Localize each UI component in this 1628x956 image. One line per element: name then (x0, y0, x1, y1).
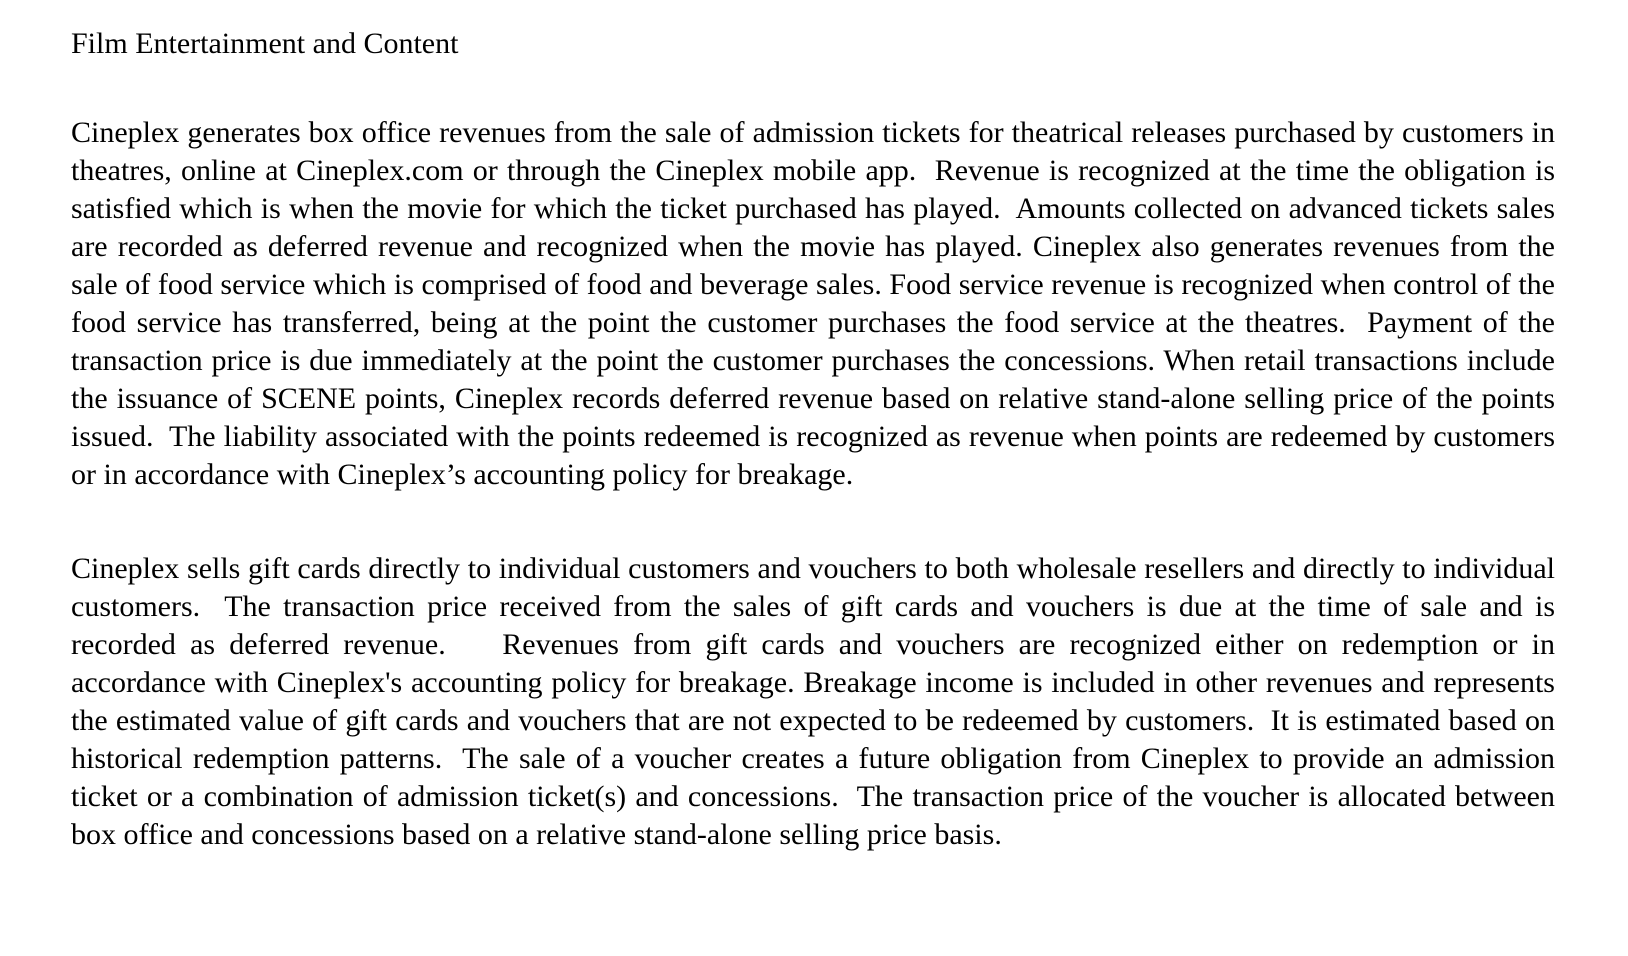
paragraph-box-office-revenue: Cineplex generates box office revenues from the sale of admission tickets for theatrical releases purchased by customers in theatres, online at Cineplex.com or through the Cineplex mobile app. Revenue is recognized at the time the obligation is satisfied which is when the movie for which the ticket purchased has played. Amounts collected on advanced tickets sales are recorded as deferred revenue and recognized when the movie has played. Cineplex also generates revenues from the sale of food service which is comprised of food and beverage sales. Food service revenue is recognized when control of the food service has transferred, being at the point the customer purchases the food service at the theatres. Payment of the transaction price is due immediately at the point the customer purchases the concessions. When retail transactions include the issuance of SCENE points, Cineplex records deferred revenue based on relative stand-alone selling price of the points issued. The liability associated with the points redeemed is recognized as revenue when points are redeemed by customers or in accordance with Cineplex’s accounting policy for breakage. (71, 116, 1563, 491)
document-page (71, 22, 1563, 854)
section-heading: Film Entertainment and Content (71, 27, 459, 60)
paragraph-gift-cards-vouchers: Cineplex sells gift cards directly to individual customers and vouchers to both wholesale resellers and directly to individual customers. The transaction price received from the sales of gift cards and vouchers is due at the time of sale and is recorded as deferred revenue. Revenues from gift cards and vouchers are recognized either on redemption or in accordance with Cineplex's accounting policy for breakage. Breakage income is included in other revenues and represents the estimated value of gift cards and vouchers that are not expected to be redeemed by customers. It is estimated based on historical redemption patterns. The sale of a voucher creates a future obligation from Cineplex to provide an admission ticket or a combination of admission ticket(s) and concessions. The transaction price of the voucher is allocated between box office and concessions based on a relative stand-alone selling price basis. (71, 552, 1563, 851)
